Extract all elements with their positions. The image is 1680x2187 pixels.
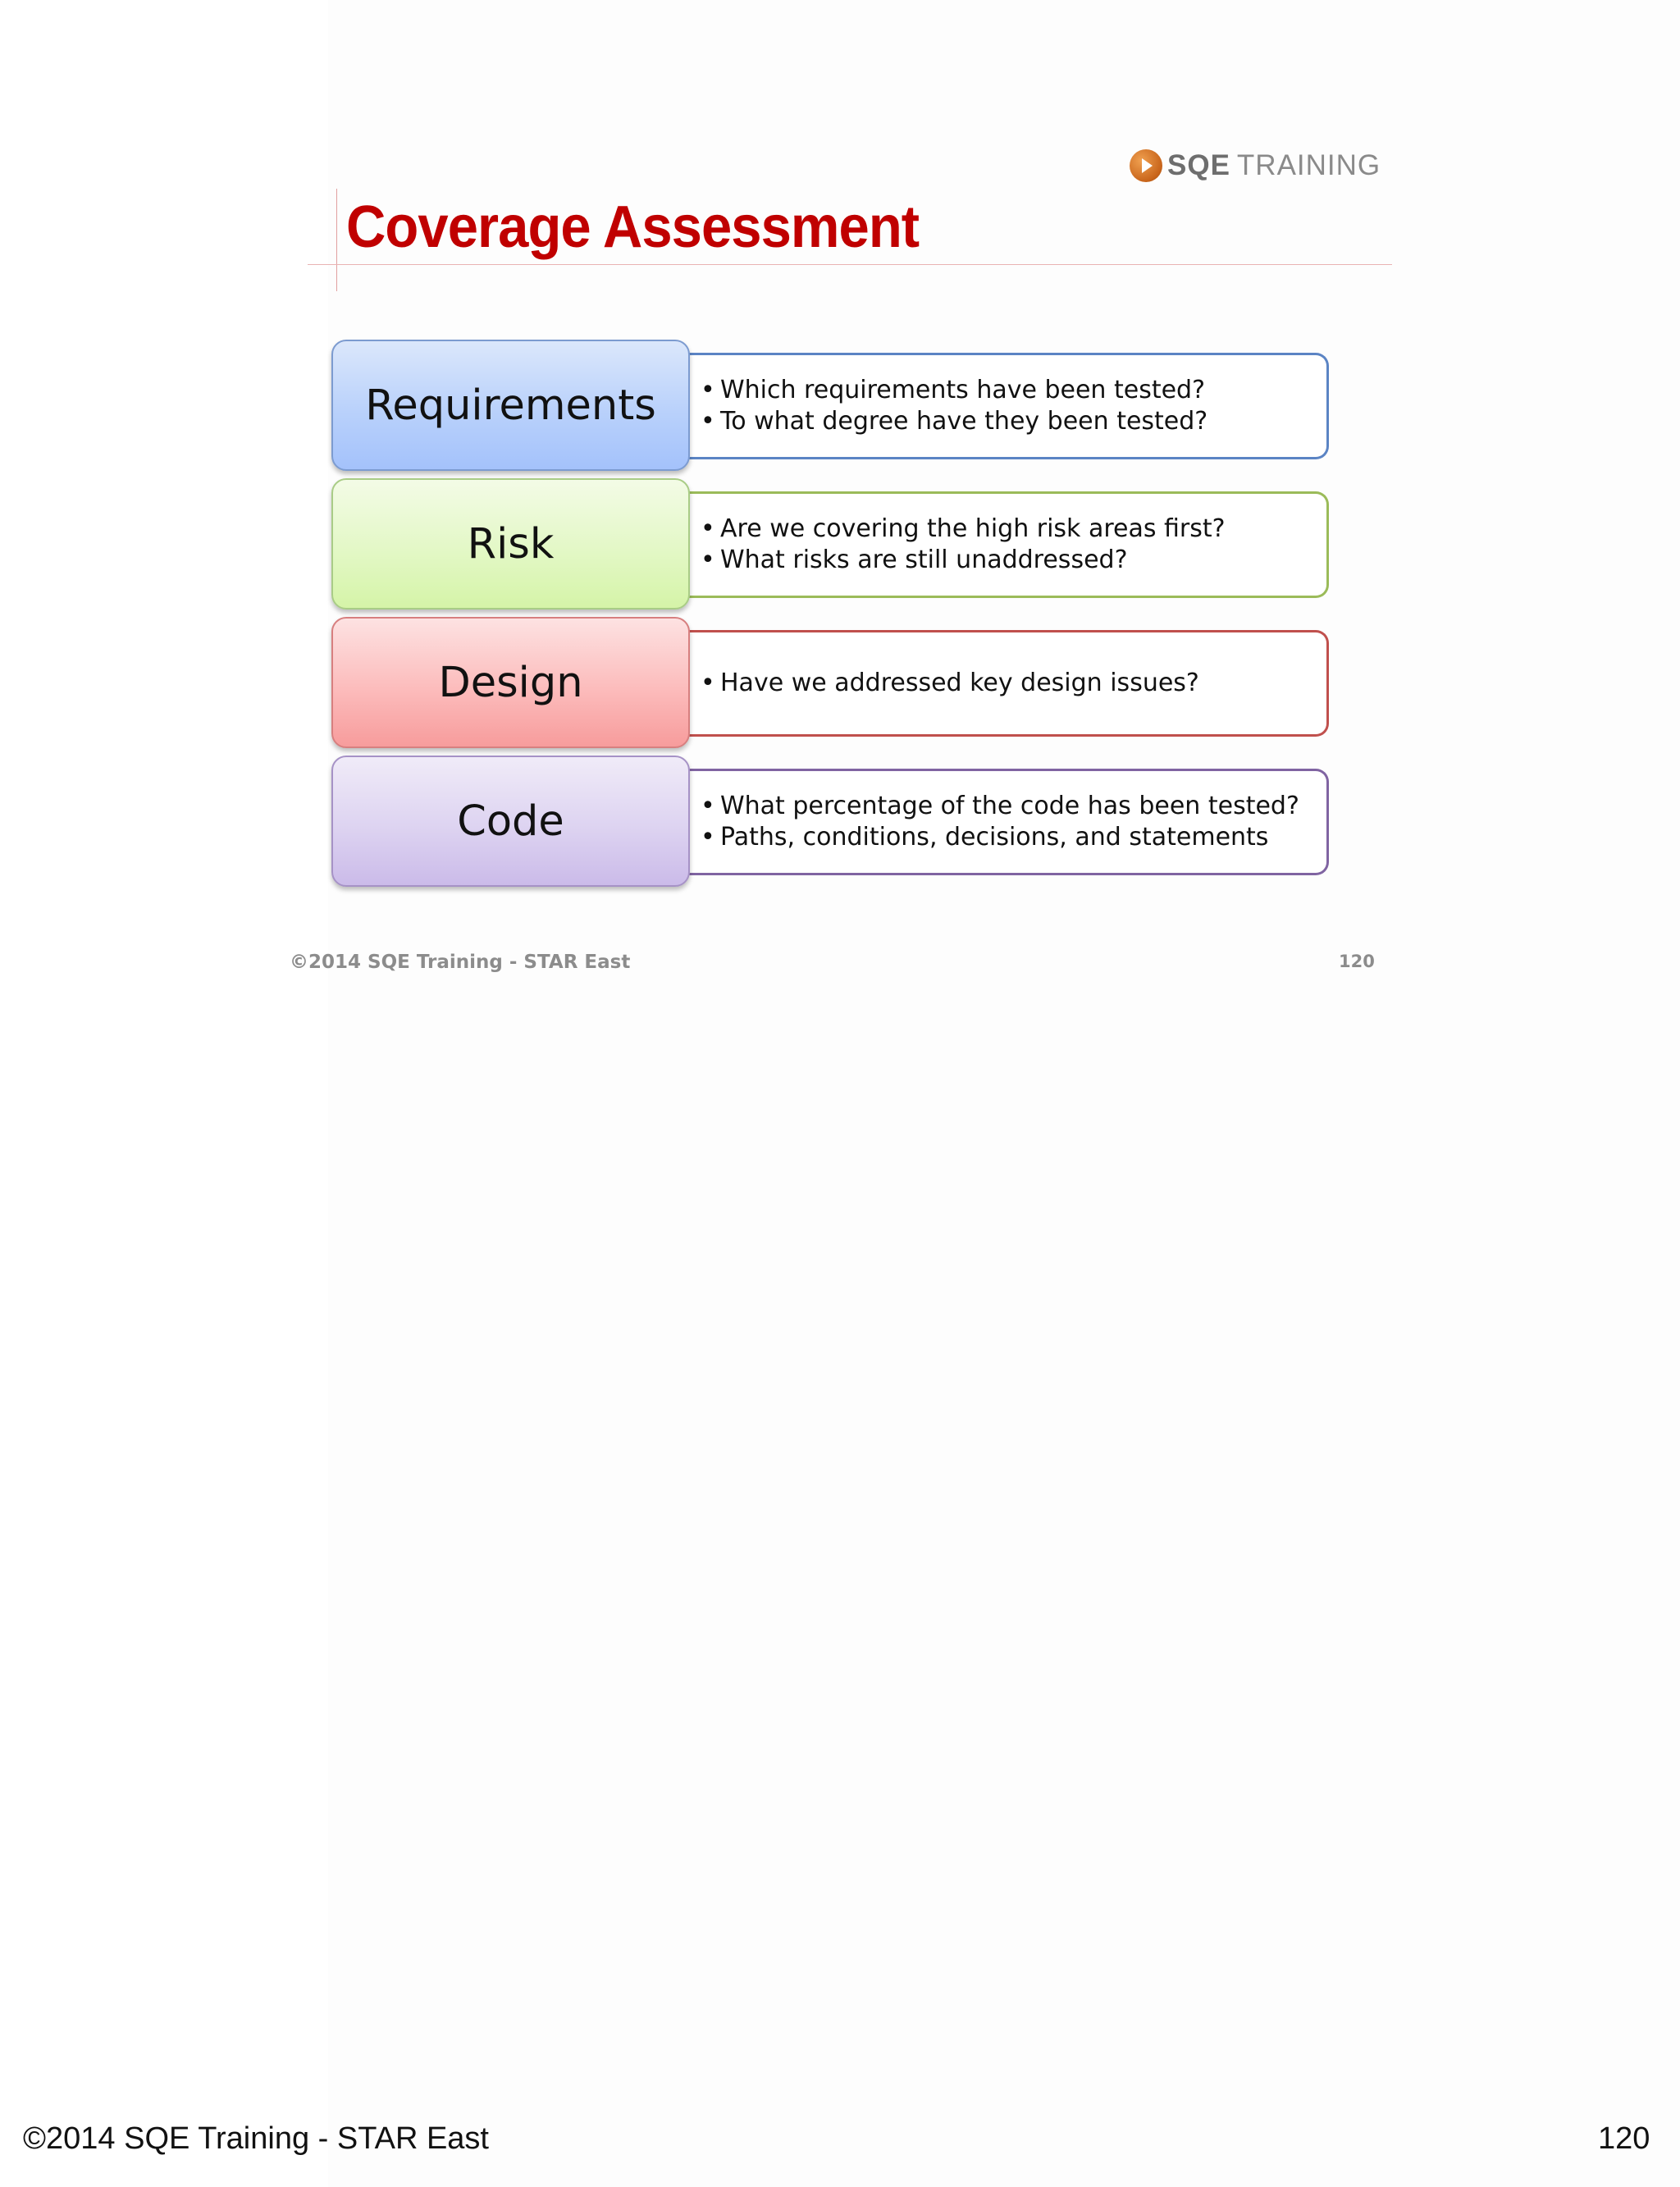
bullet-item: • Which requirements have been tested? [701,375,1326,406]
coverage-row-requirements [331,340,1331,473]
bullet-item: • To what degree have they been tested? [701,406,1326,437]
title-horizontal-rule [308,264,1392,265]
bullet-item: • What risks are still unaddressed? [701,545,1326,576]
slide-number: 120 [1339,952,1375,971]
bullet-item: • Paths, conditions, decisions, and statements [701,822,1326,853]
page-copyright: ©2014 SQE Training - STAR East [23,2121,489,2156]
description-box-design [681,630,1329,737]
bullet-item: • Have we addressed key design issues? [701,668,1326,699]
slide-title: Coverage Assessment [346,194,920,260]
description-box-risk [681,491,1329,598]
page-number: 120 [1598,2121,1650,2156]
logo-brand-bold: SQE [1167,149,1230,181]
bullet-item: • What percentage of the code has been tested? [701,791,1326,822]
category-label: Code [457,797,564,846]
coverage-row-code [331,756,1331,888]
category-box-design [331,617,690,748]
description-box-code [681,769,1329,875]
category-box-requirements [331,340,690,471]
category-label: Risk [467,519,555,568]
category-box-risk [331,478,690,610]
description-box-requirements [681,353,1329,459]
category-label: Requirements [365,381,656,430]
slide-copyright: ©2014 SQE Training - STAR East [290,952,631,973]
title-vertical-rule [336,189,337,291]
play-circle-icon [1130,149,1162,182]
logo-brand-light: TRAINING [1236,149,1381,181]
coverage-row-design [331,617,1331,750]
category-label: Design [438,658,583,707]
bullet-item: • Are we covering the high risk areas first? [701,514,1326,545]
slide [279,123,1403,993]
category-box-code [331,756,690,887]
sqe-training-logo [1130,145,1381,186]
coverage-row-risk [331,478,1331,611]
